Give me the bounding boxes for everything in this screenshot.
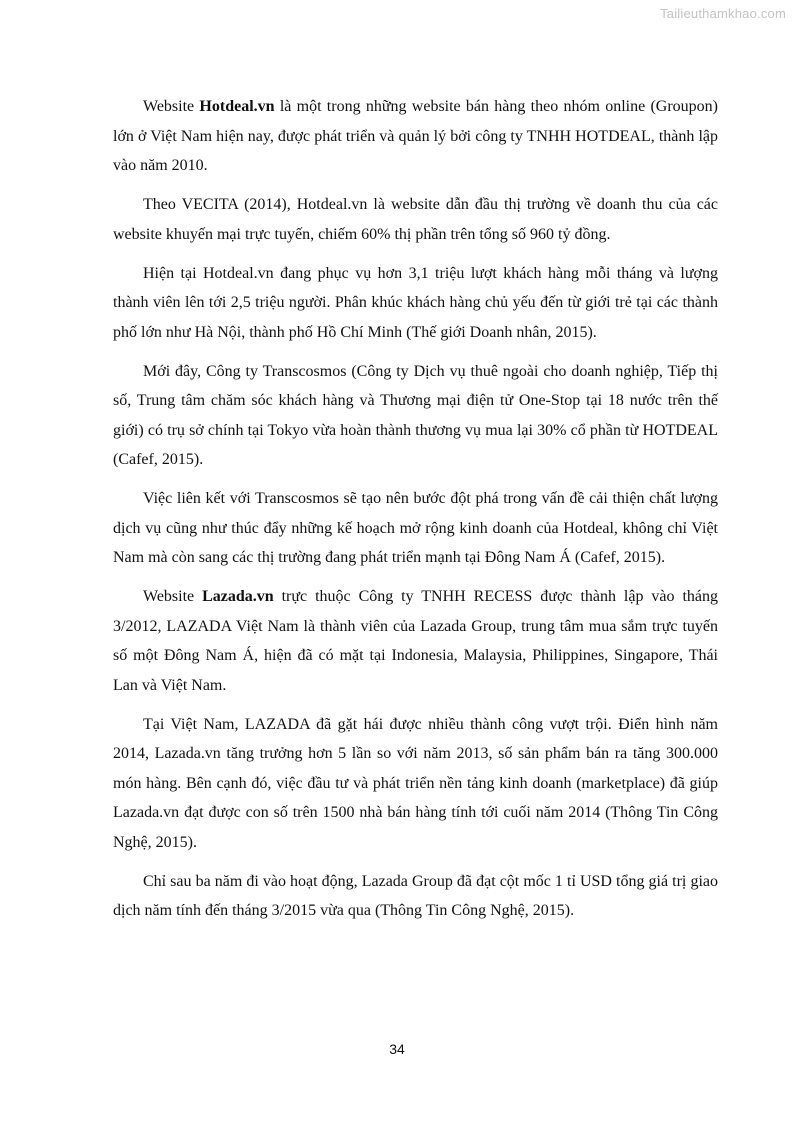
paragraph-transcosmos-impact bbox=[113, 484, 718, 573]
paragraph-text: Theo VECITA (2014), Hotdeal.vn là website dẫn đầu thị trường về doanh thu của các website khuyến mại trực tuyến, chiếm 60% thị phần trên tổng số 960 tỷ đồng. bbox=[113, 196, 718, 243]
paragraph-prefix: Website bbox=[143, 98, 200, 115]
paragraph-text: trực thuộc Công ty TNHH RECESS được thành lập vào tháng 3/2012, LAZADA Việt Nam là thành viên của Lazada Group, trung tâm mua sắm trực tuyến số một Đông Nam Á, hiện đã có mặt tại Indonesia, Malaysia, Philippines, Singapore, Thái Lan và Việt Nam. bbox=[113, 588, 718, 694]
paragraph-prefix: Website bbox=[143, 588, 203, 605]
watermark: Tailieuthamkhao.com bbox=[660, 6, 786, 21]
paragraph-text: Mới đây, Công ty Transcosmos (Công ty Dịch vụ thuê ngoài cho doanh nghiệp, Tiếp thị số, Trung tâm chăm sóc khách hàng và Thương mại điện tử One-Stop tại 18 nước trên thế giới) có trụ sở chính tại Tokyo vừa hoàn thành thương vụ mua lại 30% cổ phần từ HOTDEAL (Cafef, 2015). bbox=[113, 362, 718, 468]
paragraph-text: Việc liên kết với Transcosmos sẽ tạo nên bước đột phá trong vấn đề cải thiện chất lượng dịch vụ cũng như thúc đẩy những kế hoạch mở rộng kinh doanh của Hotdeal, không chỉ Việt Nam mà còn sang các thị trường đang phát triển mạnh tại Đông Nam Á (Cafef, 2015). bbox=[113, 490, 718, 566]
site-name-hotdeal: Hotdeal.vn bbox=[199, 98, 275, 115]
paragraph-vecita bbox=[113, 190, 718, 249]
paragraph-hotdeal-customers bbox=[113, 259, 718, 348]
paragraph-text: Tại Việt Nam, LAZADA đã gặt hái được nhiều thành công vượt trội. Điển hình năm 2014, Lazada.vn tăng trưởng hơn 5 lần so với năm 2013, số sản phẩm bán ra tăng 300.000 món hàng. Bên cạnh đó, việc đầu tư và phát triển nền tảng kinh doanh (marketplace) đã giúp Lazada.vn đạt được con số trên 1500 nhà bán hàng tính tới cuối năm 2014 (Thông Tin Công Nghệ, 2015). bbox=[113, 715, 718, 851]
paragraph-lazada-success bbox=[113, 710, 718, 858]
paragraph-lazada-intro bbox=[113, 582, 718, 700]
paragraph-lazada-milestone bbox=[113, 867, 718, 926]
page-number: 34 bbox=[389, 1041, 405, 1057]
paragraph-hotdeal-intro bbox=[113, 92, 718, 181]
document-body bbox=[113, 92, 718, 935]
site-name-lazada: Lazada.vn bbox=[202, 588, 274, 605]
paragraph-text: là một trong những website bán hàng theo nhóm online (Groupon) lớn ở Việt Nam hiện nay, được phát triển và quản lý bởi công ty TNHH HOTDEAL, thành lập vào năm 2010. bbox=[113, 98, 719, 174]
paragraph-transcosmos bbox=[113, 357, 718, 475]
paragraph-text: Hiện tại Hotdeal.vn đang phục vụ hơn 3,1 triệu lượt khách hàng mỗi tháng và lượng thành viên lên tới 2,5 triệu người. Phân khúc khách hàng chủ yếu đến từ giới trẻ tại các thành phố lớn như Hà Nội, thành phố Hồ Chí Minh (Thế giới Doanh nhân, 2015). bbox=[113, 264, 718, 341]
paragraph-text: Chỉ sau ba năm đi vào hoạt động, Lazada Group đã đạt cột mốc 1 tỉ USD tổng giá trị giao dịch năm tính đến tháng 3/2015 vừa qua (Thông Tin Công Nghệ, 2015). bbox=[113, 872, 718, 919]
